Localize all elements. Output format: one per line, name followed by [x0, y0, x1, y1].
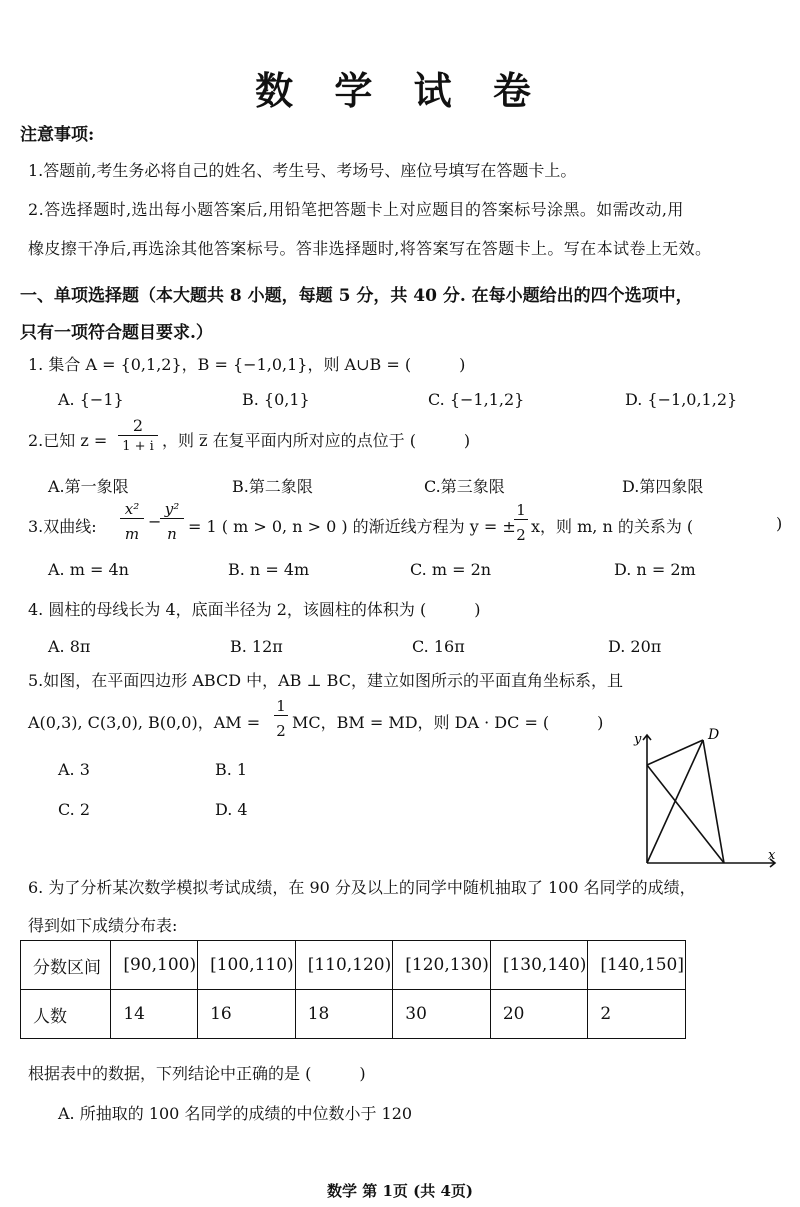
question-3-suffix: x，则 m, n 的关系为 ( [531, 517, 694, 536]
q3-minus: − [148, 512, 162, 531]
table-cell: [100,110) [198, 941, 296, 990]
q6-option-a: A. 所抽取的 100 名同学的成绩的中位数小于 120 [58, 1104, 413, 1123]
question-3-close: ) [776, 514, 783, 533]
question-1-stem: 1. 集合 A = {0,1,2}，B = {−1,0,1}，则 A∪B = ( ) [28, 355, 466, 374]
q2-option-d: D.第四象限 [622, 477, 704, 496]
score-distribution-table [20, 940, 686, 1039]
q3-frac1-num: x² [120, 500, 144, 519]
q3-frac2-den: n [167, 525, 177, 543]
q4-option-b: B. 12π [230, 637, 283, 656]
q1-option-c: C. {−1,1,2} [428, 390, 525, 409]
q4-option-d: D. 20π [608, 637, 662, 656]
quadrilateral-figure [620, 725, 790, 870]
question-4-stem: 4. 圆柱的母线长为 4，底面半径为 2，该圆柱的体积为 ( ) [28, 600, 481, 619]
q5-frac-den: 2 [276, 722, 286, 740]
q3-frac2-num: y² [160, 500, 184, 519]
q2-fraction-numerator: 2 [118, 416, 158, 436]
page-footer: 数学 第 1页 (共 4页) [327, 1182, 473, 1200]
table-cell: 16 [198, 990, 296, 1039]
q5-frac-num: 1 [274, 697, 288, 716]
question-2-suffix: ，则 z̅ 在复平面内所对应的点位于 ( ) [162, 431, 471, 450]
table-cell: 人数 [21, 990, 111, 1039]
table-cell: 30 [393, 990, 491, 1039]
q3-frac3-den: 2 [516, 526, 526, 544]
notice-item-2-line1: 2.答选择题时,选出每小题答案后,用铅笔把答题卡上对应题目的答案标号涂黑。如需改动,用 [28, 200, 684, 219]
q3-option-b: B. n = 4m [228, 560, 310, 579]
q5-option-b: B. 1 [215, 760, 248, 779]
table-cell: [130,140) [490, 941, 588, 990]
section-1-heading: 一、单项选择题（本大题共 8 小题，每题 5 分，共 40 分. 在每小题给出的四个选项中， [20, 286, 693, 306]
table-cell: 分数区间 [21, 941, 111, 990]
q5-option-c: C. 2 [58, 800, 91, 819]
table-row [21, 990, 686, 1039]
table-cell: [120,130) [393, 941, 491, 990]
section-1-heading-cont: 只有一项符合题目要求.） [20, 323, 213, 343]
question-2-prefix: 2.已知 z = [28, 431, 108, 450]
q1-option-b: B. {0,1} [242, 390, 310, 409]
q5-option-d: D. 4 [215, 800, 248, 819]
q3-frac1-den: m [124, 525, 140, 543]
y-axis-label: y [634, 732, 642, 747]
notice-heading: 注意事项: [20, 125, 95, 145]
table-cell: [110,120) [295, 941, 393, 990]
question-6-line2: 得到如下成绩分布表: [28, 916, 178, 935]
question-5-line1: 5.如图，在平面四边形 ABCD 中，AB ⊥ BC，建立如图所示的平面直角坐标系，且 [28, 671, 623, 690]
table-cell: 2 [588, 990, 686, 1039]
segment-ad [647, 740, 703, 765]
table-cell: 20 [490, 990, 588, 1039]
q3-option-c: C. m = 2n [410, 560, 492, 579]
q1-option-d: D. {−1,0,1,2} [625, 390, 738, 409]
q1-option-a: A. {−1} [58, 390, 124, 409]
q3-option-a: A. m = 4n [48, 560, 129, 579]
notice-item-2-line2: 橡皮擦干净后,再选涂其他答案标号。答非选择题时,将答案写在答题卡上。写在本试卷上无效。 [28, 239, 712, 258]
q2-fraction-denominator: 1 + i [122, 439, 154, 454]
x-axis-label: x [768, 848, 776, 863]
q2-option-a: A.第一象限 [48, 477, 129, 496]
table-header-row [21, 941, 686, 990]
segment-dc [703, 740, 724, 863]
q4-option-c: C. 16π [412, 637, 465, 656]
q2-option-c: C.第三象限 [424, 477, 505, 496]
point-d-label: D [708, 727, 720, 743]
page-title: 数 学 试 卷 [255, 69, 545, 113]
notice-item-1: 1.答题前,考生务必将自己的姓名、考生号、考场号、座位号填写在答题卡上。 [28, 161, 577, 180]
question-3-mid: = 1 ( m > 0, n > 0 ) 的渐近线方程为 y = ± [188, 517, 516, 536]
q5-option-a: A. 3 [58, 760, 90, 779]
question-3-prefix: 3.双曲线: [28, 517, 97, 536]
question-6-line1: 6. 为了分析某次数学模拟考试成绩，在 90 分及以上的同学中随机抽取了 100 名同学的成绩， [28, 878, 696, 897]
table-cell: [140,150] [588, 941, 686, 990]
question-5-line2-prefix: A(0,3), C(3,0), B(0,0)，AM = [28, 713, 261, 732]
question-5-line2-suffix: MC，BM = MD，则 DA · DC = ( ) [292, 713, 604, 732]
table-cell: [90,100) [111, 941, 198, 990]
table-cell: 18 [295, 990, 393, 1039]
q2-option-b: B.第二象限 [232, 477, 313, 496]
q4-option-a: A. 8π [48, 637, 91, 656]
question-6-prompt: 根据表中的数据，下列结论中正确的是 ( ) [28, 1064, 366, 1083]
segment-bd [647, 740, 703, 863]
table-cell: 14 [111, 990, 198, 1039]
q3-frac3-num: 1 [514, 501, 528, 520]
q3-option-d: D. n = 2m [614, 560, 696, 579]
